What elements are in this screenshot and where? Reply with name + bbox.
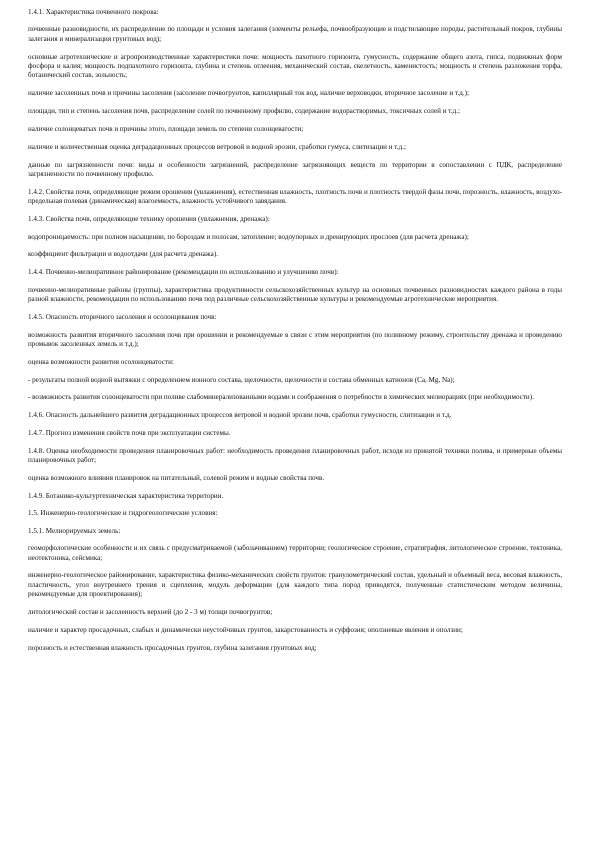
- paragraph-solonetz-assessment: оценка возможности развития осолонцеватости:: [28, 357, 174, 366]
- paragraph-geomorphology: геоморфологические особенности и их связь с предусматриваемой (заболачиванием) территории; геологическое строение, стратиграфия, литологическое строение, тектоника, неотектоника, сейсмика;: [28, 544, 562, 562]
- subsection-heading-1-4-9: 1.4.9. Ботанико-культуртехническая характеристика территории.: [28, 491, 224, 500]
- paragraph-permeability: водопроницаемость: при полном насыщении, по бороздам и полосам, затопление; водоупорных и дренирующих прослоев (для расчета дренажа);: [28, 232, 469, 241]
- paragraph-pollution-data: данные по загрязненности почв: виды и особенности загрязнений, распределение загрязняющих веществ по территории в сопоставлении с ПДК, распределение загрязненности по почвенному профилю.: [28, 160, 562, 179]
- document-page: [28, 8, 562, 662]
- subsection-heading-1-4-7: 1.4.7. Прогноз изменения свойств почв при эксплуатации системы.: [28, 429, 231, 438]
- subsection-heading-1-5-1: 1.5.1. Мелиорируемых земель:: [28, 526, 121, 535]
- list-item-solonetz-possibility: - возможность развития солонцеватости при поливе слабоминерализованными водами и соображения о потребности в химических мелиорациях (при необходимости).: [28, 393, 534, 402]
- paragraph-1-4-2-irrigation-properties: 1.4.2. Свойства почв, определяющие режим орошения (увлажнения), естественная влажность, плотность почв и плотность твердой фазы почв, порозность, влажность, воздухо- предельная полевая (динамическая) влагоемкость, влажность устойчивого завядания.: [28, 187, 562, 206]
- paragraph-engineering-geology: инженерно-геологическое районирование, характеристика физико-механических свойств грунтов: гранулометрический состав, удельный и объемный веса, весовая влажность, пластичность, угол внутреннего трения и сцепления, модуль деформации (для каждого типа пород приводятся, полученные статистическим методом величины, рекомендуемые для проектирования);: [28, 571, 562, 599]
- paragraph-degradation-assessment: наличие и количественная оценка деградационных процессов ветровой и водной эрозии, сработки гумуса, слитизации и т.д.;: [28, 142, 406, 151]
- paragraph-secondary-salinization: возможность развития вторичного засоления почв при орошении и рекомендуемые в связи с этим мероприятия (по поливному режиму, строительству дренажа и проведению промывок засоленных земель и т.д.);: [28, 330, 562, 348]
- paragraph-planning-influence: оценка возможного влияния планировок на питательный, солевой режим и водные свойства почв.: [28, 473, 325, 482]
- subsection-heading-1-4-4: 1.4.4. Почвенно-мелиоративное районирование (рекомендации по использованию и улучшению почв):: [28, 268, 339, 277]
- list-item-water-extract: - результаты полной водной вытяжки с определением ионного состава, щелочности, щелочности и состава обменных катионов (Ca, Mg, Na);: [28, 375, 455, 384]
- paragraph-porosity-groundwater: порозность и естественная влажность просадочных грунтов, глубина залегания грунтовых вод;: [28, 643, 317, 652]
- paragraph-lithology: литологический состав и засоленность верхней (до 2 - 3 м) толщи почвогрунтов;: [28, 607, 273, 616]
- section-heading-1-5: 1.5. Инженерно-геологические и гидрогеологические условия:: [28, 509, 218, 518]
- paragraph-1-4-8-planning-works: 1.4.8. Оценка необходимости проведения планировочных работ: необходимость проведения планировочных работ, исходя из принятой техники полива, и примерные объемы планировочных работ;: [28, 446, 562, 465]
- paragraph-solonetz-soils: наличие солонцеватых почв и причины этого, площади земель по степени солонцеватости;: [28, 124, 304, 133]
- paragraph-filtration-coefficient: коэффициент фильтрации и водоотдачи (для расчета дренажа).: [28, 250, 218, 259]
- paragraph-saline-soils: наличие засоленных почв и причины засоления (засоление почвогрунтов, капиллярный ток вод, наличие верховодки, вторичное засоление и т.д.);: [28, 89, 469, 98]
- paragraph-meliorative-regions: почвенно-мелиоративные районы (группы), характеристика продуктивности сельскохозяйственных культур на основных почвенных разновидностях каждого района в годы разной влажности, рекомендации по использованию почв под различные сельскохозяйственные культуры и рекомендуемые агротехнические мероприятия.: [28, 285, 562, 304]
- paragraph-agrotechnical-characteristics: основные агротехнические и агропроизводственные характеристики почв: мощность пахотного горизонта, гумусность, содержание общего азота, гипса, подвижных форм фосфора и калия; мощность подпахотного горизонта, глубина и степень оглеения, механический состав, скелетность, каменистость; мощность и степень разложения торфа, ботанический состав, зольность;: [28, 52, 562, 80]
- paragraph-soil-varieties: почвенные разновидности, их распределение по площади и условия залегания (элементы рельефа, почвообразующие и подстилающие породы, растительный покров, глубины залегания и минерализация грунтовых вод);: [28, 25, 562, 43]
- subsection-heading-1-4-1: 1.4.1. Характеристика почвенного покрова:: [28, 8, 159, 16]
- paragraph-salinity-areas: площади, тип и степень засоления почв, распределение солей по почвенному профилю, содержание водорастворимых, токсичных солей и т.д.;: [28, 107, 460, 116]
- paragraph-subsidence-soils: наличие и характер просадочных, слабых и динамически неустойчивых грунтов, закарстованность и суффозия; оползневые явления и оползни;: [28, 625, 463, 634]
- subsection-heading-1-4-5: 1.4.5. Опасность вторичного засоления и осолонцевания почв:: [28, 313, 217, 322]
- paragraph-1-4-6-degradation-risk: 1.4.6. Опасность дальнейшего развития деградационных процессов ветровой и водной эрозии почв, сработки гумусности, слитизации и т.д.: [28, 411, 452, 420]
- subsection-heading-1-4-3: 1.4.3. Свойства почв, определяющие технику орошения (увлажнения, дренажа):: [28, 215, 270, 224]
